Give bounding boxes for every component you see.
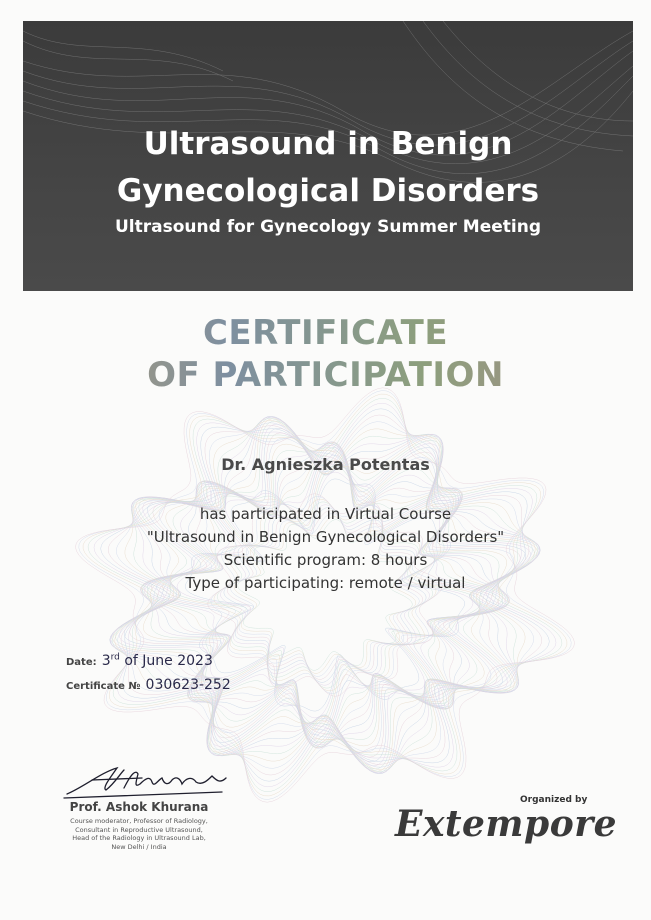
header-banner bbox=[23, 21, 633, 291]
date-rest: of June 2023 bbox=[124, 653, 213, 669]
date-day: 3 bbox=[101, 653, 111, 669]
guilloche-rosette bbox=[70, 385, 580, 805]
guilloche-line bbox=[119, 424, 530, 765]
signatory-role-line: Head of the Radiology in Ultrasound Lab, bbox=[72, 834, 206, 842]
date-label: Date: bbox=[66, 657, 97, 668]
guilloche-line bbox=[124, 428, 526, 762]
certificate-heading-line2: OF PARTICIPATION bbox=[147, 355, 504, 395]
certificate-heading bbox=[0, 312, 651, 396]
signatory-role-line: Consultant in Reproductive Ultrasound, bbox=[75, 825, 203, 834]
certificate-number-value: 030623-252 bbox=[145, 677, 231, 693]
date-suffix: rd bbox=[110, 652, 120, 663]
participation-details bbox=[0, 503, 651, 595]
participation-type-line: Type of participating: remote / virtual bbox=[185, 574, 466, 592]
guilloche-line bbox=[141, 442, 509, 748]
date-value bbox=[102, 653, 213, 669]
certificate-heading-line1: CERTIFICATE bbox=[202, 313, 449, 353]
certificate-number-label: Certificate № bbox=[66, 681, 141, 692]
meeting-subtitle: Ultrasound for Gynecology Summer Meeting bbox=[115, 217, 541, 237]
organized-by-label: Organized by bbox=[520, 795, 588, 805]
guilloche-line bbox=[151, 451, 498, 739]
signatory-name: Prof. Ashok Khurana bbox=[69, 800, 209, 814]
participation-line: has participated in Virtual Course bbox=[199, 505, 452, 523]
signature-image bbox=[62, 760, 232, 802]
guilloche-line bbox=[136, 438, 513, 751]
guilloche-line bbox=[147, 448, 502, 743]
guilloche-line bbox=[130, 433, 521, 757]
course-title: Ultrasound in Benign Gynecological Disorders bbox=[116, 126, 540, 209]
recipient-name: Dr. Agnieszka Potentas bbox=[221, 455, 430, 474]
guilloche-line bbox=[144, 445, 506, 745]
date-row bbox=[66, 650, 213, 669]
program-hours-line: Scientific program: 8 hours bbox=[223, 551, 428, 569]
organizer-logo: Extempore bbox=[395, 803, 618, 845]
signatory-location-line: New Delhi / India bbox=[111, 842, 167, 851]
signatory-role-line: Course moderator, Professor of Radiology, bbox=[70, 817, 208, 825]
signatory-description bbox=[64, 817, 214, 851]
course-name-line: "Ultrasound in Benign Gynecological Disorders" bbox=[146, 528, 505, 546]
guilloche-line bbox=[147, 447, 503, 742]
certificate-number-row bbox=[66, 674, 231, 693]
guilloche-line bbox=[79, 391, 571, 800]
